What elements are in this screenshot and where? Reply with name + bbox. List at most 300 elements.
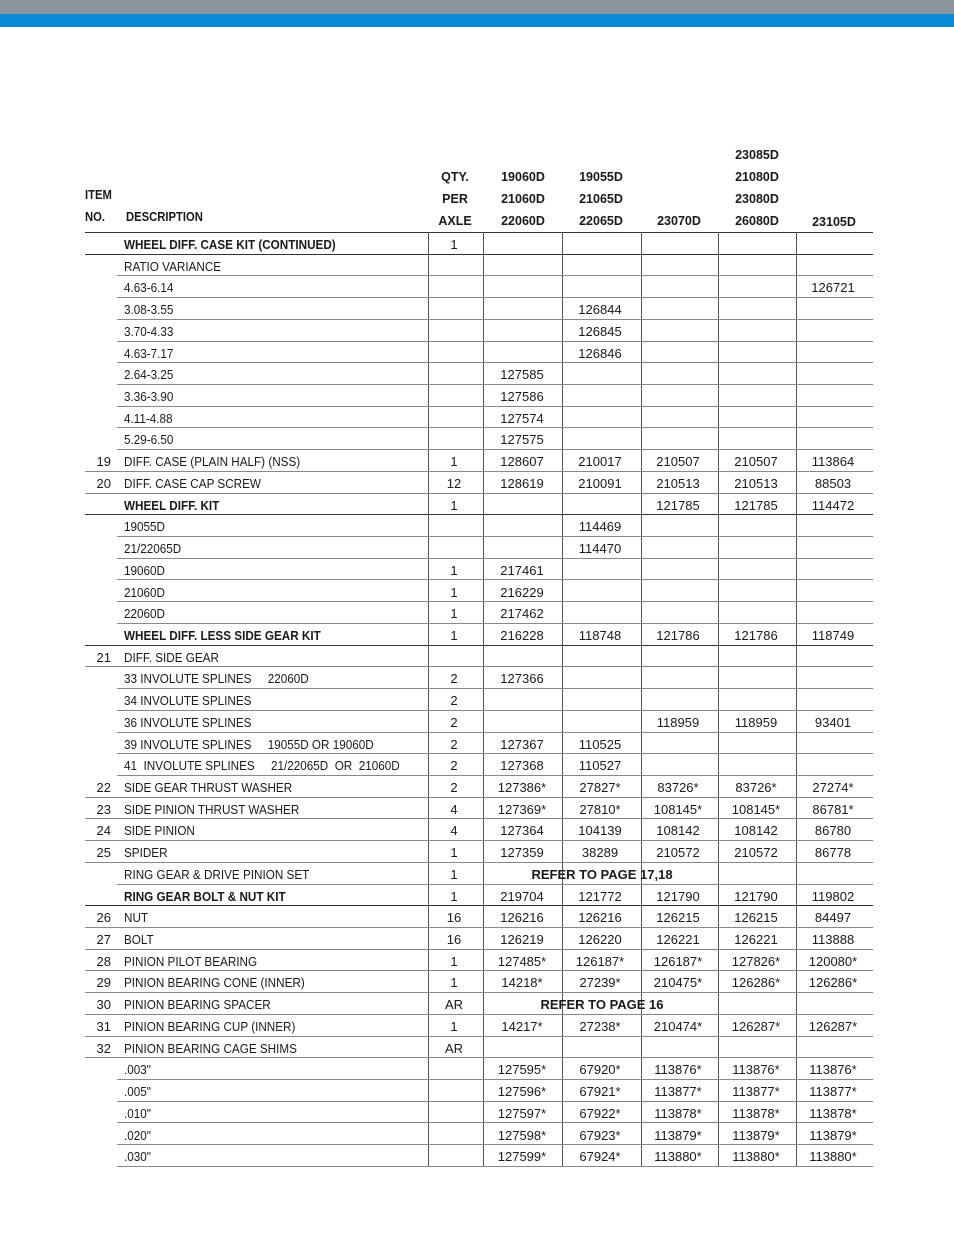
item-number: 28	[96, 953, 111, 969]
qty-per-axle: AR	[444, 997, 464, 1013]
table-row	[85, 906, 873, 928]
part-description: 3.70-4.33	[124, 323, 174, 339]
part-number-model-4	[719, 363, 793, 385]
table-row	[85, 711, 873, 733]
header-qty-line3: AXLE	[438, 214, 472, 228]
header-model-1-line2: 21060D	[501, 192, 545, 206]
part-number-model-5	[796, 602, 870, 624]
part-number-model-4: 210507	[734, 454, 778, 470]
qty-per-axle: 1	[450, 497, 458, 513]
qty-per-axle	[430, 363, 478, 385]
part-number-model-1	[485, 646, 559, 668]
part-number-model-3	[641, 646, 715, 668]
item-number	[85, 1145, 111, 1167]
part-number-model-1: 127359	[500, 845, 544, 861]
table-row	[85, 515, 873, 537]
part-number-model-5: 27274*	[812, 780, 854, 795]
item-number: 25	[96, 845, 111, 861]
table-row	[85, 472, 873, 494]
part-number-model-5: 113888	[811, 932, 855, 948]
qty-per-axle	[430, 298, 478, 320]
qty-per-axle: 1	[450, 888, 458, 904]
table-row	[85, 298, 873, 320]
part-number-model-4: 126286*	[731, 975, 781, 991]
part-description: DIFF. CASE CAP SCREW	[124, 475, 261, 491]
part-number-model-4: 113879*	[732, 1127, 780, 1143]
part-description: 4.63-6.14	[124, 280, 174, 296]
qty-per-axle: 12	[446, 475, 462, 491]
part-number-model-1: 127386*	[497, 780, 547, 795]
part-number-model-2	[563, 581, 637, 603]
part-number-model-4: 121786	[734, 627, 778, 643]
part-number-model-5: 118749	[811, 627, 855, 643]
part-number-model-1: 127599*	[497, 1149, 547, 1165]
part-number-model-4: 210513	[734, 475, 778, 491]
part-number-model-5: 84497	[814, 910, 852, 926]
table-row	[85, 494, 873, 516]
part-number-model-3: 126215	[656, 910, 700, 926]
part-number-model-5: 86778	[814, 845, 852, 861]
part-number-model-3: 121785	[656, 497, 700, 513]
part-number-model-3: 113878*	[654, 1105, 702, 1121]
part-number-model-1: 127367	[500, 736, 544, 752]
table-row	[85, 950, 873, 972]
part-number-model-2: 126844	[578, 302, 622, 318]
table-row	[85, 450, 873, 472]
qty-per-axle	[430, 1102, 478, 1124]
part-description: RING GEAR BOLT & NUT KIT	[124, 888, 286, 904]
qty-per-axle: 2	[450, 736, 458, 752]
part-number-model-5	[796, 581, 870, 603]
part-number-model-2: 114469	[578, 519, 622, 535]
part-number-model-4: 113876*	[732, 1062, 780, 1078]
qty-per-axle	[430, 1124, 478, 1146]
item-number	[85, 602, 111, 624]
part-number-model-5	[796, 667, 870, 689]
table-row	[85, 1015, 873, 1037]
part-number-model-4	[719, 559, 793, 581]
part-number-model-5: 120080*	[808, 953, 858, 969]
item-number: 27	[96, 932, 111, 948]
table-row	[85, 733, 873, 755]
part-number-model-5	[796, 233, 870, 255]
part-number-model-1: 127597*	[497, 1105, 547, 1121]
part-number-model-4	[719, 407, 793, 429]
part-number-model-3	[641, 255, 715, 277]
part-number-model-4	[719, 646, 793, 668]
item-number	[85, 515, 111, 537]
header-item-line1: ITEM	[85, 188, 112, 202]
table-row	[85, 255, 873, 277]
part-number-model-5	[796, 255, 870, 277]
table-row	[85, 971, 873, 993]
item-number	[85, 689, 111, 711]
table-row	[85, 689, 873, 711]
part-number-model-2: 27810*	[579, 801, 621, 817]
item-number	[85, 276, 111, 298]
part-number-model-2: 27239*	[579, 975, 621, 991]
part-number-model-1	[485, 255, 559, 277]
part-number-model-3	[641, 537, 715, 559]
qty-per-axle: 2	[450, 671, 458, 687]
part-description: .020"	[124, 1127, 151, 1143]
qty-per-axle: 1	[450, 953, 458, 969]
part-number-model-1: 14217*	[501, 1018, 543, 1034]
table-row	[85, 776, 873, 798]
part-number-model-2: 38289	[581, 845, 619, 861]
part-number-model-1	[485, 537, 559, 559]
part-number-model-4	[719, 667, 793, 689]
part-number-model-4	[719, 233, 793, 255]
part-number-model-5	[796, 320, 870, 342]
qty-per-axle	[430, 515, 478, 537]
qty-per-axle	[430, 407, 478, 429]
part-number-model-1: 127369*	[497, 801, 547, 817]
part-description: 3.08-3.55	[124, 302, 174, 318]
part-number-model-5: 86780	[814, 823, 852, 839]
part-number-model-1: 216228	[500, 627, 544, 643]
part-number-model-4: 113877*	[732, 1084, 780, 1100]
part-number-model-3: 210474*	[653, 1018, 703, 1034]
header-item-line2: NO.	[85, 210, 106, 224]
part-number-model-2: 121772	[578, 888, 622, 904]
part-number-model-3	[641, 689, 715, 711]
part-number-model-1: 217461	[500, 562, 544, 578]
part-number-model-4	[719, 581, 793, 603]
part-number-model-1	[485, 342, 559, 364]
header-qty-line1: QTY.	[441, 170, 469, 184]
table-row	[85, 363, 873, 385]
part-number-model-1	[485, 298, 559, 320]
part-number-model-4: 113880*	[732, 1149, 780, 1165]
part-description: 22060D	[124, 606, 165, 622]
part-number-model-3: 118959	[656, 714, 700, 730]
qty-per-axle: 2	[450, 758, 458, 774]
part-number-model-1	[485, 689, 559, 711]
item-number	[85, 233, 111, 255]
header-model-4-line4: 26080D	[735, 214, 779, 228]
item-number	[85, 754, 111, 776]
part-number-model-3	[641, 733, 715, 755]
table-row	[85, 537, 873, 559]
part-number-model-1	[485, 276, 559, 298]
table-row	[85, 819, 873, 841]
part-number-model-1: 127364	[500, 823, 544, 839]
table-row	[85, 320, 873, 342]
part-number-model-3	[641, 407, 715, 429]
part-number-model-2: 118748	[578, 627, 622, 643]
qty-per-axle: 1	[450, 866, 458, 882]
part-number-model-3: 113877*	[654, 1084, 702, 1100]
table-row	[85, 385, 873, 407]
part-number-model-2: 110525	[578, 736, 622, 752]
part-number-model-1: 14218*	[501, 975, 543, 991]
qty-per-axle: 1	[450, 562, 458, 578]
part-number-model-4	[719, 342, 793, 364]
part-number-model-1: 127595*	[497, 1062, 547, 1078]
part-number-model-5	[796, 515, 870, 537]
qty-per-axle	[430, 385, 478, 407]
item-number: 31	[96, 1018, 111, 1034]
table-row	[85, 1124, 873, 1146]
qty-per-axle: 1	[450, 584, 458, 600]
table-row	[85, 993, 873, 1015]
part-number-model-4: 121790	[734, 888, 778, 904]
item-number: 20	[96, 475, 111, 491]
part-number-model-2	[563, 667, 637, 689]
qty-per-axle: 1	[450, 1018, 458, 1034]
qty-per-axle	[430, 320, 478, 342]
part-number-model-2	[563, 428, 637, 450]
part-number-model-2	[563, 407, 637, 429]
part-number-model-1: 217462	[500, 606, 544, 622]
part-number-model-4	[719, 385, 793, 407]
part-number-model-5: 114472	[811, 497, 855, 513]
table-row	[85, 602, 873, 624]
part-number-model-4	[719, 276, 793, 298]
header-model-1-line1: 19060D	[501, 170, 545, 184]
part-number-model-5	[796, 559, 870, 581]
part-description: 4.11-4.88	[124, 410, 173, 426]
header-description: DESCRIPTION	[126, 210, 203, 224]
header-model-1-line3: 22060D	[501, 214, 545, 228]
qty-per-axle: 16	[446, 910, 462, 926]
part-number-model-4: 126287*	[731, 1018, 781, 1034]
header-qty-line2: PER	[442, 192, 468, 206]
item-number	[85, 667, 111, 689]
qty-per-axle: 1	[450, 845, 458, 861]
table-row	[85, 928, 873, 950]
part-number-model-5: 126286*	[808, 975, 858, 991]
part-number-model-1: 219704	[500, 888, 544, 904]
part-number-model-2: 104139	[578, 823, 622, 839]
part-description: WHEEL DIFF. KIT	[124, 497, 220, 513]
part-number-model-3: 121786	[656, 627, 700, 643]
part-number-model-3: 210507	[656, 454, 700, 470]
item-number	[85, 863, 111, 885]
part-number-model-5: 113880*	[809, 1149, 857, 1165]
part-number-model-2: 67924*	[579, 1149, 621, 1165]
item-number	[85, 494, 111, 516]
item-number	[85, 885, 111, 907]
part-number-model-3: 113880*	[654, 1149, 702, 1165]
part-description: .010"	[124, 1105, 151, 1121]
qty-per-axle	[430, 1080, 478, 1102]
part-number-model-3	[641, 298, 715, 320]
part-number-model-3	[641, 515, 715, 537]
part-number-model-2: 210091	[578, 475, 622, 491]
qty-per-axle: AR	[444, 1040, 464, 1056]
part-number-model-3: 113876*	[654, 1062, 702, 1078]
part-number-model-5	[796, 407, 870, 429]
part-number-model-2: 126220	[578, 932, 622, 948]
part-number-model-4: 108145*	[731, 801, 781, 817]
part-number-model-3	[641, 602, 715, 624]
part-description: SIDE GEAR THRUST WASHER	[124, 780, 293, 795]
item-number	[85, 1102, 111, 1124]
item-number: 26	[96, 910, 111, 926]
header-model-2-line1: 19055D	[579, 170, 623, 184]
item-number	[85, 407, 111, 429]
part-description: PINION BEARING SPACER	[124, 997, 271, 1013]
qty-per-axle	[430, 428, 478, 450]
part-number-model-1: 127368	[500, 758, 544, 774]
part-number-model-4	[719, 602, 793, 624]
part-description: DIFF. CASE (PLAIN HALF) (NSS)	[124, 454, 301, 470]
part-number-model-1	[485, 494, 559, 516]
part-number-model-2: 67923*	[579, 1127, 621, 1143]
part-number-model-2: 67921*	[579, 1084, 621, 1100]
part-number-model-5: 126287*	[808, 1018, 858, 1034]
part-number-model-5: 113877*	[809, 1084, 857, 1100]
part-number-model-2: 27827*	[579, 780, 621, 795]
part-number-model-5	[796, 733, 870, 755]
qty-per-axle: 2	[450, 693, 458, 709]
part-number-model-3: 126187*	[653, 953, 703, 969]
part-number-model-3: 121790	[656, 888, 700, 904]
part-number-model-5: 119802	[811, 888, 855, 904]
part-number-model-5	[796, 689, 870, 711]
part-number-model-4: 113878*	[732, 1105, 780, 1121]
part-number-model-4: 121785	[734, 497, 778, 513]
qty-per-axle	[430, 255, 478, 277]
part-description: 5.29-6.50	[124, 432, 174, 448]
part-number-model-3	[641, 428, 715, 450]
part-number-model-2	[563, 494, 637, 516]
part-number-model-5: 113864	[811, 454, 855, 470]
qty-per-axle	[430, 276, 478, 298]
table-row	[85, 1145, 873, 1167]
part-number-model-2: 126845	[578, 323, 622, 339]
part-number-model-4	[719, 515, 793, 537]
part-number-model-2	[563, 711, 637, 733]
item-number: 32	[96, 1040, 111, 1056]
item-number	[85, 624, 111, 646]
part-number-model-3	[641, 385, 715, 407]
part-number-model-4	[719, 1037, 793, 1059]
part-number-model-5	[796, 1037, 870, 1059]
qty-per-axle: 4	[450, 801, 458, 817]
item-number: 30	[96, 997, 111, 1013]
part-number-model-4: 126221	[734, 932, 778, 948]
qty-per-axle: 1	[450, 627, 458, 643]
item-number: 21	[96, 649, 111, 665]
item-number	[85, 255, 111, 277]
part-number-model-3: 113879*	[654, 1127, 702, 1143]
qty-per-axle: 4	[450, 823, 458, 839]
part-number-model-2: 67920*	[579, 1062, 621, 1078]
part-number-model-1: 128607	[500, 454, 544, 470]
part-number-model-1: 128619	[500, 475, 544, 491]
part-description: WHEEL DIFF. LESS SIDE GEAR KIT	[124, 627, 321, 643]
part-number-model-2	[563, 385, 637, 407]
part-description: 41 INVOLUTE SPLINES 21/22065D OR 21060D	[124, 758, 400, 774]
part-number-model-5: 113876*	[809, 1062, 857, 1078]
part-description: 33 INVOLUTE SPLINES 22060D	[124, 671, 309, 687]
part-number-model-1: 127586	[500, 389, 544, 405]
header-model-2-line3: 22065D	[579, 214, 623, 228]
part-description: SIDE PINION THRUST WASHER	[124, 801, 300, 817]
part-number-model-4	[719, 320, 793, 342]
part-description: DIFF. SIDE GEAR	[124, 649, 219, 665]
item-number: 23	[96, 801, 111, 817]
part-number-model-2: 126187*	[575, 953, 625, 969]
part-number-model-4	[719, 733, 793, 755]
item-number: 29	[96, 975, 111, 991]
part-number-model-1	[485, 233, 559, 255]
table-row	[85, 798, 873, 820]
part-description: PINION PILOT BEARING	[124, 953, 258, 969]
part-description: 19060D	[124, 562, 165, 578]
table-row	[85, 407, 873, 429]
qty-per-axle: 1	[450, 454, 458, 470]
part-description: RING GEAR & DRIVE PINION SET	[124, 866, 310, 882]
item-number: 19	[96, 454, 111, 470]
part-number-model-2	[563, 233, 637, 255]
item-number	[85, 1080, 111, 1102]
table-row	[85, 624, 873, 646]
part-description: 4.63-7.17	[124, 345, 174, 361]
refer-note: REFER TO PAGE 17,18	[531, 866, 673, 882]
item-number	[85, 1058, 111, 1080]
part-number-model-1: 127366	[500, 671, 544, 687]
part-number-model-4: 108142	[734, 823, 778, 839]
part-number-model-5: 126721	[811, 280, 855, 296]
item-number	[85, 428, 111, 450]
part-number-model-3: 210475*	[653, 975, 703, 991]
item-number: 22	[96, 780, 111, 795]
table-row	[85, 885, 873, 907]
part-number-model-4	[719, 255, 793, 277]
part-number-model-2: 27238*	[579, 1018, 621, 1034]
part-number-model-2: 114470	[578, 541, 622, 557]
part-description: 19055D	[124, 519, 165, 535]
qty-per-axle	[430, 1058, 478, 1080]
qty-per-axle: 1	[450, 237, 458, 252]
part-number-model-4: 210572	[734, 845, 778, 861]
part-number-model-1	[485, 515, 559, 537]
part-number-model-5: 86781*	[812, 801, 854, 817]
table-row	[85, 1102, 873, 1124]
part-number-model-5: 113878*	[809, 1105, 857, 1121]
part-number-model-2	[563, 646, 637, 668]
part-number-model-3	[641, 1037, 715, 1059]
part-number-model-1	[485, 320, 559, 342]
part-number-model-1: 126216	[500, 910, 544, 926]
table-row	[85, 646, 873, 668]
part-number-model-5	[796, 754, 870, 776]
part-number-model-5	[796, 342, 870, 364]
part-number-model-4: 83726*	[735, 780, 777, 795]
part-number-model-3: 83726*	[657, 780, 699, 795]
part-number-model-1: 127485*	[497, 953, 547, 969]
table-row	[85, 863, 873, 885]
part-description: 21/22065D	[124, 541, 182, 557]
part-description: RATIO VARIANCE	[124, 258, 222, 274]
item-number	[85, 320, 111, 342]
part-number-model-2	[563, 602, 637, 624]
part-description: 36 INVOLUTE SPLINES	[124, 714, 252, 730]
table-row	[85, 428, 873, 450]
table-row	[85, 667, 873, 689]
header-bar	[0, 0, 954, 27]
part-number-model-5	[796, 428, 870, 450]
item-number	[85, 363, 111, 385]
table-row	[85, 276, 873, 298]
part-description: PINION BEARING CONE (INNER)	[124, 975, 305, 991]
item-number	[85, 559, 111, 581]
qty-per-axle: 1	[450, 975, 458, 991]
